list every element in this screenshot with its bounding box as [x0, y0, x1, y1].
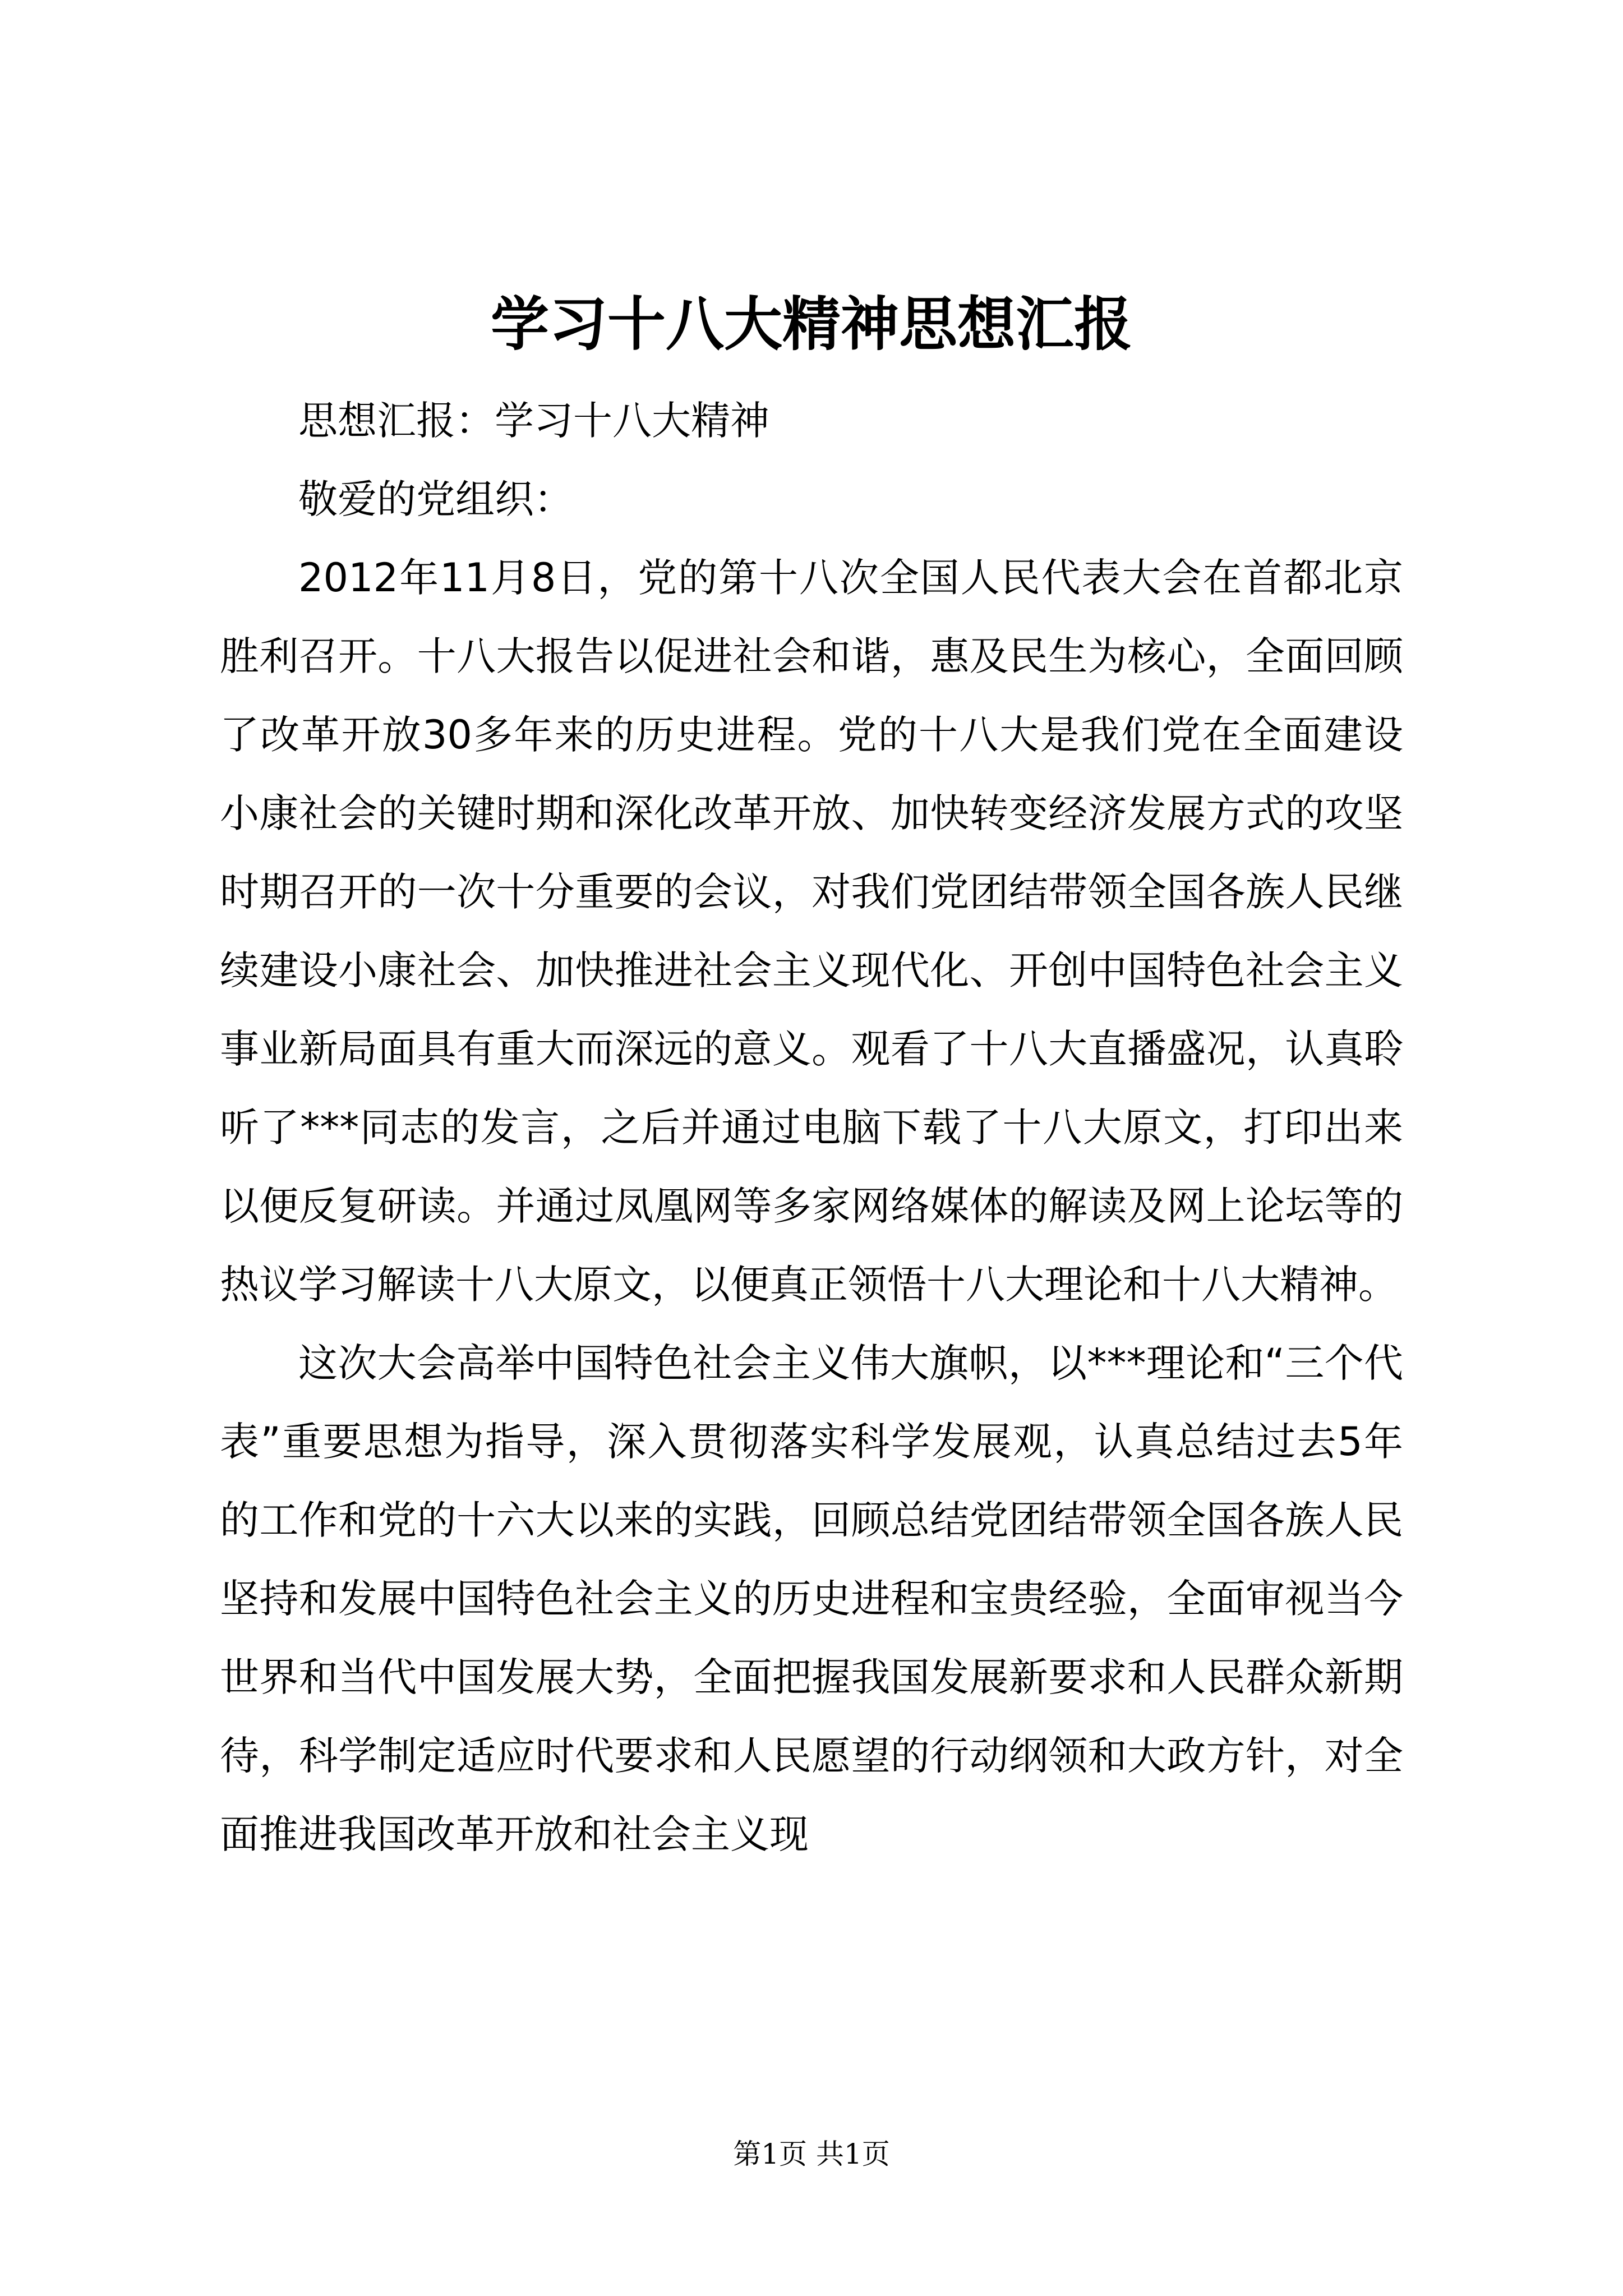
- salutation-line: 敬爱的党组织：: [298, 476, 573, 522]
- document-title: 学习十八大精神思想汇报: [490, 289, 1132, 358]
- subtitle-line: 思想汇报：学习十八大精神: [298, 398, 769, 444]
- body-paragraph-2: 这次大会高举中国特色社会主义伟大旗帜，以***理论和“三个代表”重要思想为指导，深入贯彻落实科学发展观，认真总结过去5年的工作和党的十六大以来的实践，回顾总结党团结带领全国各族人民坚持和发展中国特色社会主义的历史进程和宝贵经验，全面审视当今世界和当代中国发展大势，全面把握我国发展新要求和人民群众新期待，科学制定适应时代要求和人民愿望的行动纲领和大政方针，对全面推进我国改革开放和社会主义现: [220, 1340, 1403, 1857]
- page-footer: 第1页 共1页: [733, 2138, 890, 2170]
- body-paragraph-1: 2012年11月8日，党的第十八次全国人民代表大会在首都北京胜利召开。十八大报告以促进社会和谐，惠及民生为核心，全面回顾了改革开放30多年来的历史进程。党的十八大是我们党在全面建设小康社会的关键时期和深化改革开放、加快转变经济发展方式的攻坚时期召开的一次十分重要的会议，对我们党团结带领全国各族人民继续建设小康社会、加快推进社会主义现代化、开创中国特色社会主义事业新局面具有重大而深远的意义。观看了十八大直播盛况，认真聆听了***同志的发言，之后并通过电脑下载了十八大原文，打印出来以便反复研读。并通过凤凰网等多家网络媒体的解读及网上论坛等的热议学习解读十八大原文，以便真正领悟十八大理论和十八大精神。: [220, 555, 1403, 1308]
- document-body: [220, 381, 1403, 1874]
